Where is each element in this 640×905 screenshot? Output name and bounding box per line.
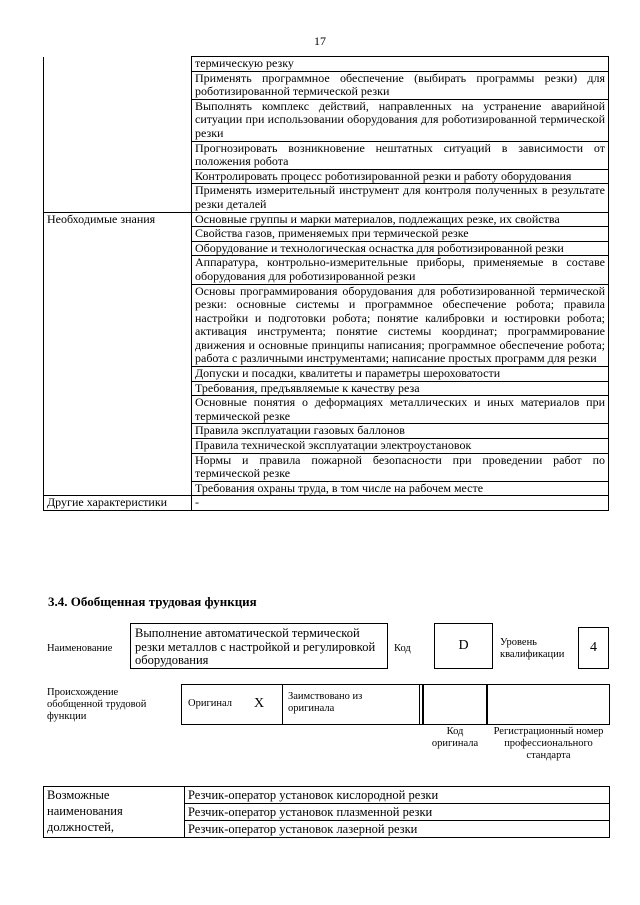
page-number: 17 xyxy=(314,34,326,48)
row-text: Контролировать процесс роботизированной резки и работу оборудования xyxy=(192,169,609,184)
table-row xyxy=(44,141,609,169)
code-value-box: D xyxy=(434,623,493,669)
row-text: Требования охраны труда, в том числе на рабочем месте xyxy=(192,481,609,496)
table-row xyxy=(44,169,609,184)
row-label xyxy=(44,184,192,212)
row-text: Основные группы и марки материалов, подлежащих резке, их свойства xyxy=(192,212,609,227)
origin-label: Происхождение обобщенной трудовой функции xyxy=(47,687,147,722)
row-text: термическую резку xyxy=(192,57,609,72)
origin-box xyxy=(181,684,423,725)
skills-knowledge-table xyxy=(43,56,609,511)
row-text: Нормы и правила пожарной безопасности при проведении работ по термической резке xyxy=(192,453,609,481)
origin-divider xyxy=(282,685,283,724)
row-label xyxy=(44,227,192,242)
row-label xyxy=(44,453,192,481)
table-row xyxy=(44,184,609,212)
row-text: Применять измерительный инструмент для контроля полученных в результате резки деталей xyxy=(192,184,609,212)
row-text: Прогнозировать возникновение нештатных ситуаций в зависимости от положения робота xyxy=(192,141,609,169)
table-row xyxy=(44,99,609,141)
original-label: Оригинал xyxy=(188,698,232,709)
row-label xyxy=(44,141,192,169)
table-row xyxy=(44,439,609,454)
table-row xyxy=(44,481,609,496)
reg-number-label: Регистрационный номер профессионального стандарта xyxy=(493,726,604,761)
job-titles-label: Возможные наименования должностей, xyxy=(44,787,185,838)
code-original-label: Код оригинала xyxy=(431,726,479,749)
row-label xyxy=(44,241,192,256)
function-name-box: Выполнение автоматической термической резки металлов с настройкой и регулировкой оборудования xyxy=(130,623,388,669)
table-row xyxy=(44,212,609,227)
reg-number-box xyxy=(487,684,610,725)
section-heading: 3.4. Обобщенная трудовая функция xyxy=(48,594,257,609)
row-text: Аппаратура, контрольно-измерительные приборы, применяемые в составе оборудования для роботизированной резки xyxy=(192,256,609,284)
job-titles-table xyxy=(43,786,610,838)
code-original-box xyxy=(423,684,487,725)
row-text: Допуски и посадки, квалитеты и параметры шероховатости xyxy=(192,367,609,382)
table-row xyxy=(44,367,609,382)
table-row xyxy=(44,496,609,511)
original-mark: X xyxy=(254,696,265,711)
level-value-box: 4 xyxy=(578,627,609,669)
table-row xyxy=(44,256,609,284)
row-label xyxy=(44,284,192,367)
table-row xyxy=(44,381,609,396)
row-label xyxy=(44,169,192,184)
job-titles-list xyxy=(185,787,610,838)
row-text: Оборудование и технологическая оснастка для роботизированной резки xyxy=(192,241,609,256)
table-row xyxy=(44,227,609,242)
origin-divider-2 xyxy=(419,685,420,724)
row-text: Требования, предъявляемые к качеству реза xyxy=(192,381,609,396)
row-label: Необходимые знания xyxy=(44,212,192,227)
row-label xyxy=(44,367,192,382)
level-label: Уровень квалификации xyxy=(500,637,565,660)
row-label xyxy=(44,481,192,496)
row-label xyxy=(44,381,192,396)
row-label xyxy=(44,256,192,284)
row-label xyxy=(44,57,192,72)
name-label: Наименование xyxy=(47,643,113,654)
table-row xyxy=(44,57,609,72)
row-label xyxy=(44,439,192,454)
row-label: Другие характеристики xyxy=(44,496,192,511)
row-text: Свойства газов, применяемых при термической резке xyxy=(192,227,609,242)
job-title-item: Резчик-оператор установок лазерной резки xyxy=(188,822,418,836)
row-text: Основные понятия о деформациях металлических и иных материалов при термической резке xyxy=(192,396,609,424)
table-row xyxy=(44,396,609,424)
row-label xyxy=(44,71,192,99)
row-text: Основы программирования оборудования для роботизированной термической резки: основные системы и программное обеспечение робота; правила настройки и подготовки робота; понятие калибровки и юстировки робота; активация инструмента; понятие системы координат; программирование движения и основные принципы написания; программное обеспечение робота; работа с различными инструментами; написание простых программ для резки xyxy=(192,284,609,367)
borrowed-label: Заимствовано из оригинала xyxy=(288,691,363,714)
table-row xyxy=(44,284,609,367)
row-text: Выполнять комплекс действий, направленных на устранение аварийной ситуации при использовании оборудования для роботизированной термической резки xyxy=(192,99,609,141)
row-label xyxy=(44,396,192,424)
row-text: Правила технической эксплуатации электроустановок xyxy=(192,439,609,454)
code-label: Код xyxy=(394,643,411,654)
table-row xyxy=(44,424,609,439)
row-label xyxy=(44,424,192,439)
row-text: Правила эксплуатации газовых баллонов xyxy=(192,424,609,439)
row-text: Применять программное обеспечение (выбирать программы резки) для роботизированной термической резки xyxy=(192,71,609,99)
job-title-item: Резчик-оператор установок кислородной резки xyxy=(185,787,609,804)
row-label xyxy=(44,99,192,141)
job-title-item: Резчик-оператор установок плазменной резки xyxy=(185,804,609,821)
row-text: - xyxy=(192,496,609,511)
table-row xyxy=(44,241,609,256)
table-row xyxy=(44,453,609,481)
table-row xyxy=(44,71,609,99)
